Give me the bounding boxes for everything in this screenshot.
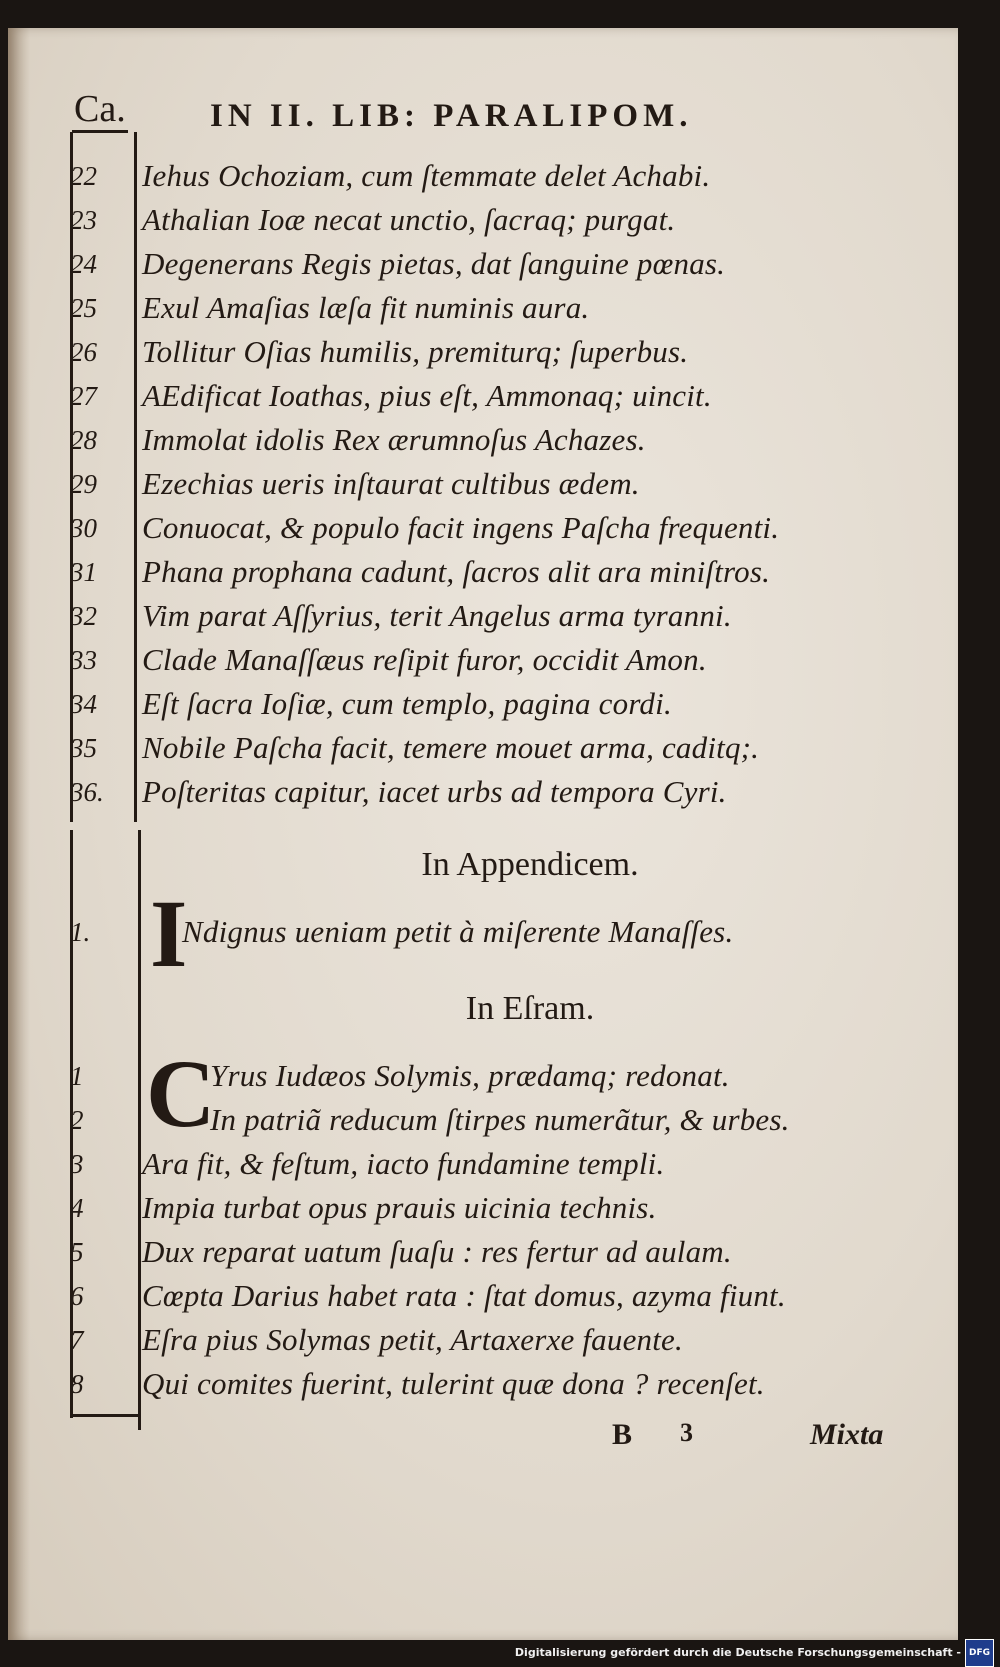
chapter-number: 22 bbox=[70, 161, 97, 191]
chapter-summary: Clade Manaſſæus reſipit furor, occidit Amon. bbox=[142, 642, 707, 677]
chapter-row bbox=[70, 550, 930, 594]
chapter-summary: Ezechias ueris inſtaurat cultibus ædem. bbox=[142, 466, 640, 501]
esra-number: 8 bbox=[70, 1369, 84, 1399]
chapter-row bbox=[70, 682, 930, 726]
esra-row bbox=[70, 1186, 930, 1230]
dfg-logo-icon: DFG bbox=[965, 1639, 994, 1667]
appendix-text: Ndignus ueniam petit à miſerente Manaſſes. bbox=[182, 914, 734, 949]
chapter-summary: Nobile Paſcha facit, temere mouet arma, caditq;. bbox=[142, 730, 760, 765]
chapter-summary: Degenerans Regis pietas, dat ſanguine pœnas. bbox=[142, 246, 726, 281]
esra-summary: In patriã reducum ſtirpes numerãtur, & urbes. bbox=[210, 1102, 790, 1137]
chapter-number: 25 bbox=[70, 293, 97, 323]
esra-row bbox=[70, 1230, 930, 1274]
esra-number: 1 bbox=[70, 1061, 84, 1091]
esra-summary: Cœpta Darius habet rata : ſtat domus, azyma fiunt. bbox=[142, 1278, 786, 1313]
esra-row bbox=[70, 1362, 930, 1406]
esra-row bbox=[70, 1054, 930, 1098]
digitization-credit bbox=[515, 1641, 994, 1665]
esra-summary: Dux reparat uatum ſuaſu : res fertur ad aulam. bbox=[142, 1234, 732, 1269]
esra-number: 4 bbox=[70, 1193, 84, 1223]
chapter-summary: AEdificat Ioathas, pius eſt, Ammonaq; uincit. bbox=[142, 378, 712, 413]
chapter-summary: Vim parat Aſſyrius, terit Angelus arma tyranni. bbox=[142, 598, 732, 633]
chapter-summary: Tollitur Oſias humilis, premiturq; ſuperbus. bbox=[142, 334, 689, 369]
chapter-number: 24 bbox=[70, 249, 97, 279]
column-label: Ca. bbox=[72, 88, 128, 133]
chapter-row bbox=[70, 462, 930, 506]
chapter-summary: Eſt ſacra Ioſiæ, cum templo, pagina cordi. bbox=[142, 686, 672, 721]
esra-summary: Ara fit, & feſtum, iacto fundamine templi. bbox=[142, 1146, 665, 1181]
appendix-heading: In Appendicem. bbox=[421, 846, 639, 883]
chapter-summary: Immolat idolis Rex ærumnoſus Achazes. bbox=[142, 422, 646, 457]
chapter-number: 31 bbox=[70, 557, 97, 587]
lower-bottom-rule bbox=[70, 1414, 140, 1417]
chapter-number: 28 bbox=[70, 425, 97, 455]
esra-summary: Yrus Iudæos Solymis, prædamq; redonat. bbox=[210, 1058, 730, 1093]
chapter-number: 33 bbox=[70, 645, 97, 675]
esra-summary: Qui comites fuerint, tulerint quæ dona ? recenſet. bbox=[142, 1366, 765, 1401]
chapter-summary: Poſteritas capitur, iacet urbs ad tempora Cyri. bbox=[142, 774, 727, 809]
esra-row bbox=[70, 1142, 930, 1186]
chapter-number: 32 bbox=[70, 601, 97, 631]
chapter-row bbox=[70, 374, 930, 418]
chapter-row bbox=[70, 638, 930, 682]
esra-dropcap: C bbox=[146, 1040, 216, 1147]
chapter-row bbox=[70, 286, 930, 330]
chapter-summary: Iehus Ochoziam, cum ſtemmate delet Achabi. bbox=[142, 158, 711, 193]
chapter-number: 29 bbox=[70, 469, 97, 499]
esra-number: 7 bbox=[70, 1325, 84, 1355]
esra-row bbox=[70, 1098, 930, 1142]
chapter-number: 30 bbox=[70, 513, 97, 543]
chapter-row bbox=[70, 726, 930, 770]
chapter-number: 35 bbox=[70, 733, 97, 763]
chapter-row bbox=[70, 242, 930, 286]
chapter-row bbox=[70, 198, 930, 242]
chapter-summary: Exul Amaſias læſa fit numinis aura. bbox=[142, 290, 590, 325]
chapter-number: 36. bbox=[70, 777, 104, 807]
chapter-row bbox=[70, 418, 930, 462]
running-title: IN II. LIB: PARALIPOM. bbox=[210, 98, 693, 134]
esra-number: 2 bbox=[70, 1105, 84, 1135]
spine-shadow bbox=[8, 28, 30, 1640]
chapter-summary: Athalian Ioæ necat unctio, ſacraq; purgat. bbox=[142, 202, 676, 237]
esra-row bbox=[70, 1318, 930, 1362]
esra-number: 3 bbox=[70, 1149, 84, 1179]
esra-row bbox=[70, 1274, 930, 1318]
chapter-number: 26 bbox=[70, 337, 97, 367]
chapter-number: 23 bbox=[70, 205, 97, 235]
chapter-number: 27 bbox=[70, 381, 97, 411]
credit-text: Digitalisierung gefördert durch die Deutsche Forschungsgemeinschaft - bbox=[514, 1646, 961, 1659]
esra-heading: In Eſram. bbox=[465, 990, 595, 1027]
chapter-number: 34 bbox=[70, 689, 97, 719]
chapter-row bbox=[70, 770, 930, 814]
esra-summary: Eſra pius Solymas petit, Artaxerxe fauente. bbox=[142, 1322, 683, 1357]
chapter-row bbox=[70, 330, 930, 374]
appendix-number: 1. bbox=[70, 917, 91, 947]
catchword: Mixta bbox=[810, 1418, 884, 1451]
esra-number: 6 bbox=[70, 1281, 84, 1311]
chapter-row bbox=[70, 154, 930, 198]
chapter-row bbox=[70, 506, 930, 550]
signature-mark: B bbox=[612, 1418, 633, 1451]
chapter-summary: Phana prophana cadunt, ſacros alit ara miniſtros. bbox=[142, 554, 771, 589]
esra-number: 5 bbox=[70, 1237, 84, 1267]
esra-summary: Impia turbat opus prauis uicinia technis. bbox=[142, 1190, 657, 1225]
signature-number: 3 bbox=[680, 1418, 693, 1447]
appendix-dropcap: I bbox=[150, 880, 188, 987]
chapter-summary: Conuocat, & populo facit ingens Paſcha frequenti. bbox=[142, 510, 780, 545]
chapter-row bbox=[70, 594, 930, 638]
